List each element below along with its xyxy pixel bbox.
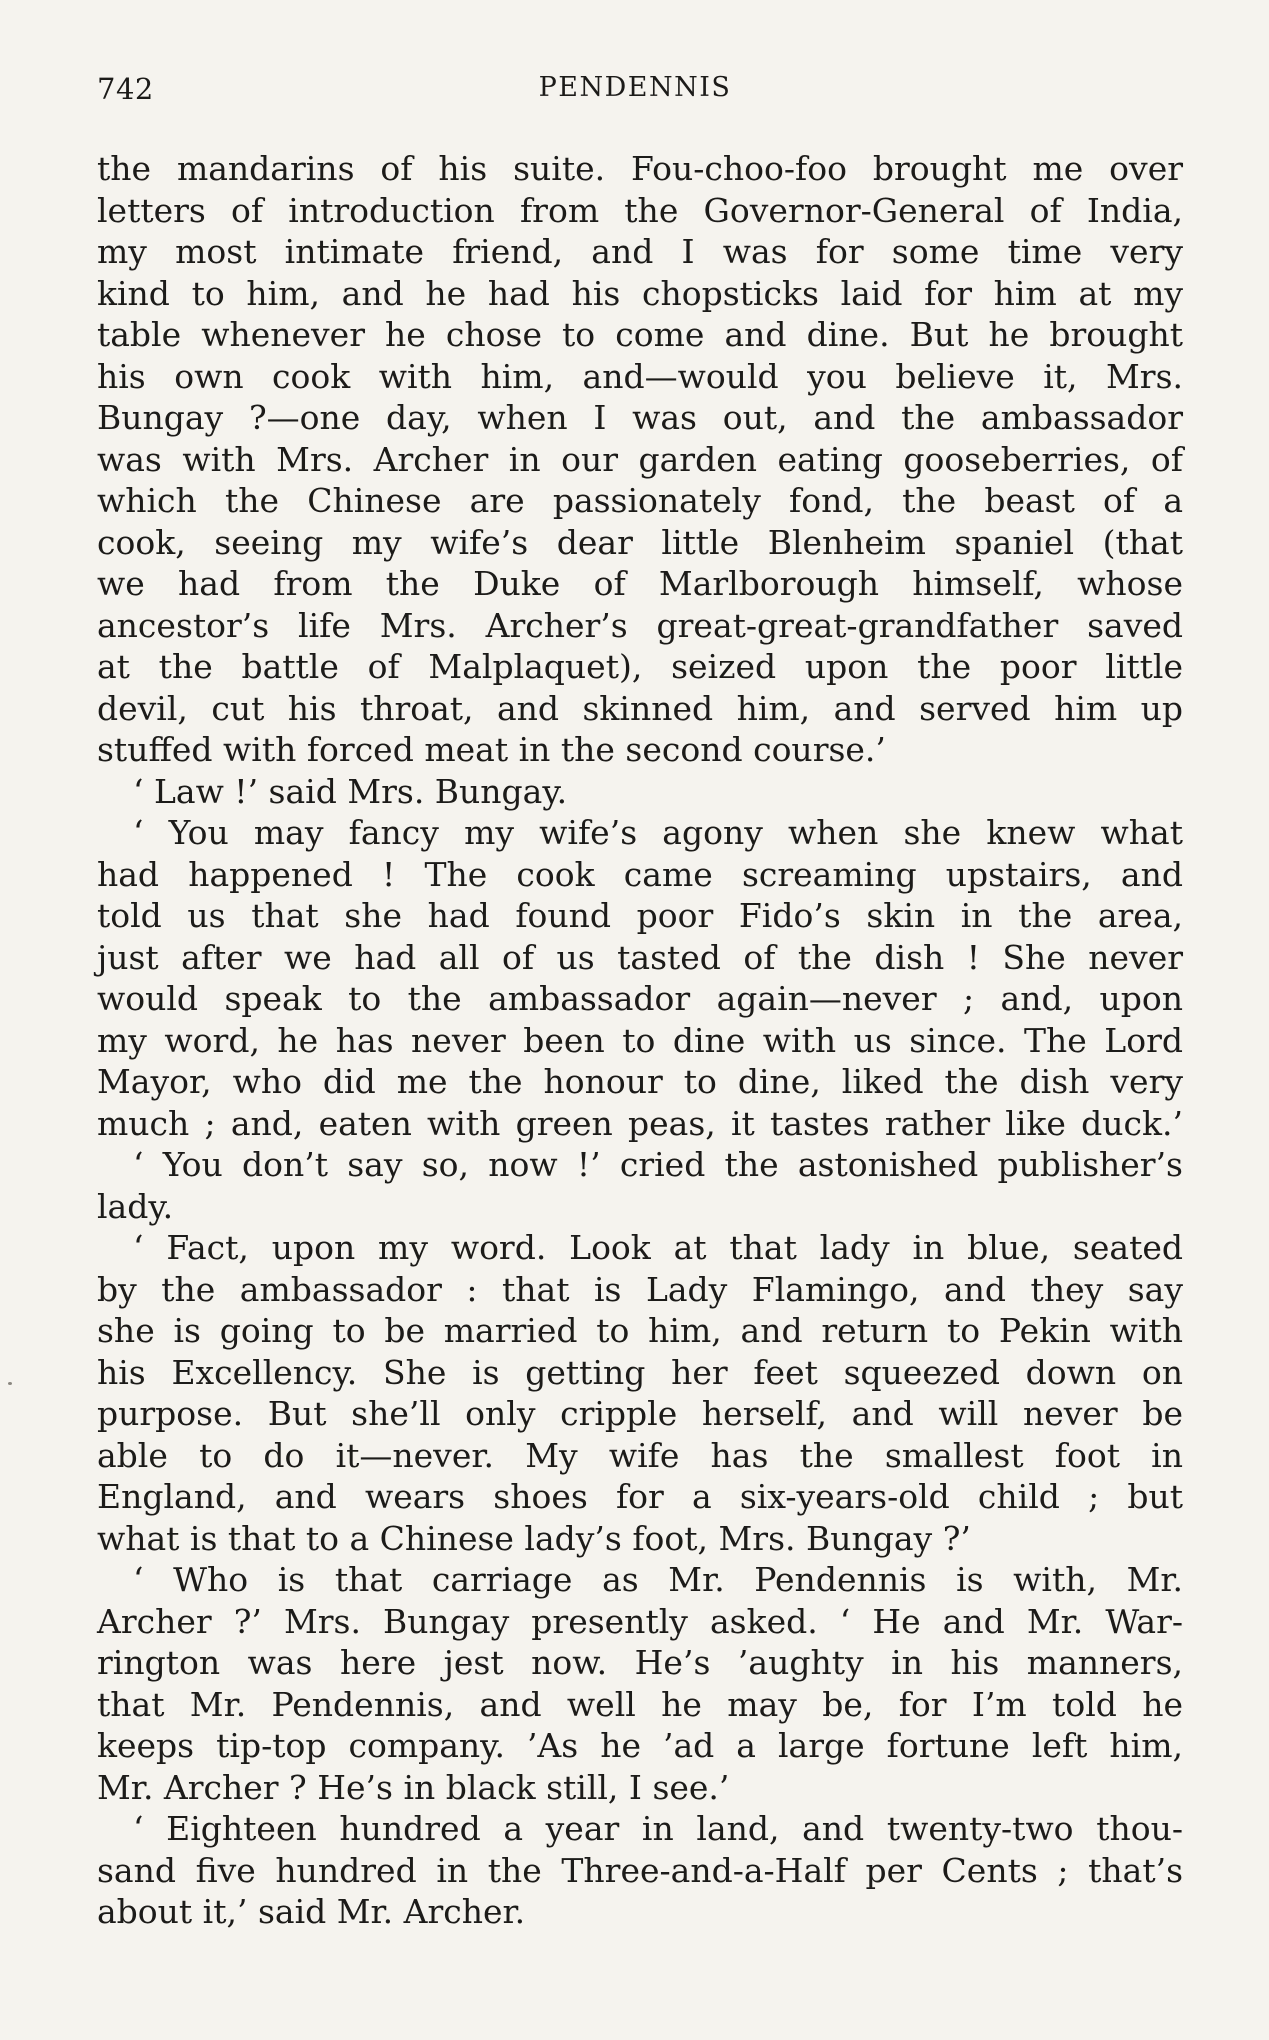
text-line: able to do it—never. My wife has the smallest foot in [97,1435,1183,1475]
text-line: ‘ Eighteen hundred a year in land, and twenty-two thou- [133,1809,1183,1848]
page-header [97,72,1173,112]
page-number: 742 [97,72,154,106]
text-line: letters of introduction from the Governor-General of India, [97,190,1183,230]
text-line: just after we had all of us tasted of the dish ! She never [97,937,1183,977]
text-line: his own cook with him, and—would you believe it, Mrs. [97,356,1183,396]
text-line: kind to him, and he had his chopsticks laid for him at my [97,273,1183,313]
text-line: sand five hundred in the Three-and-a-Half per Cents ; that’s [97,1850,1183,1890]
text-line: rington was here jest now. He’s ’aughty in his manners, [97,1643,1183,1682]
text-line: purpose. But she’ll only cripple herself, and will never be [97,1394,1183,1433]
text-line: that Mr. Pendennis, and well he may be, for I’m told he [97,1684,1183,1724]
text-line: ancestor’s life Mrs. Archer’s great-great-grandfather saved [97,605,1183,645]
text-line: ‘ You don’t say so, now !’ cried the astonished publisher’s [133,1145,1183,1184]
text-line: was with Mrs. Archer in our garden eating gooseberries, of [97,439,1183,479]
text-line: Archer ?’ Mrs. Bungay presently asked. ‘ He and Mr. War- [97,1601,1183,1641]
text-line: what is that to a Chinese lady’s foot, Mrs. Bungay ?’ [97,1518,971,1558]
text-line: by the ambassador : that is Lady Flamingo, and they say [97,1269,1183,1309]
text-line: told us that she had found poor Fido’s skin in the area, [97,896,1183,935]
text-line: ‘ You may fancy my wife’s agony when she knew what [133,813,1183,852]
text-line: much ; and, eaten with green peas, it tastes rather like duck.’ [97,1103,1183,1143]
text-line: at the battle of Malplaquet), seized upon the poor little [97,647,1183,686]
text-line: which the Chinese are passionately fond, the beast of a [97,481,1183,520]
text-line: keeps tip-top company. ’As he ’ad a large fortune left him, [97,1726,1183,1765]
text-line: cook, seeing my wife’s dear little Blenheim spaniel (that [97,522,1183,562]
text-line: my word, he has never been to dine with us since. The Lord [97,1020,1183,1060]
text-line: Mr. Archer ? He’s in black still, I see.’ [97,1767,730,1807]
text-line: the mandarins of his suite. Fou-choo-foo brought me over [97,149,1183,188]
text-line: Bungay ?—one day, when I was out, and the ambassador [97,398,1183,437]
text-line: my most intimate friend, and I was for some time very [97,232,1183,271]
text-line: table whenever he chose to come and dine. But he brought [97,315,1183,354]
text-line: Mayor, who did me the honour to dine, liked the dish very [97,1062,1183,1101]
text-line: devil, cut his throat, and skinned him, and served him up [97,688,1183,728]
text-line: his Excellency. She is getting her feet squeezed down on [97,1352,1183,1392]
running-head: PENDENNIS [538,72,732,103]
text-line: had happened ! The cook came screaming upstairs, and [97,854,1183,894]
text-line: ‘ Who is that carriage as Mr. Pendennis is with, Mr. [133,1560,1183,1599]
text-line: England, and wears shoes for a six-years-old child ; but [97,1477,1183,1516]
text-line: lady. [97,1186,174,1226]
text-line: would speak to the ambassador again—never ; and, upon [97,979,1183,1018]
text-line: ‘ Law !’ said Mrs. Bungay. [133,771,568,811]
body-text [97,148,1183,1933]
text-line: we had from the Duke of Marlborough himself, whose [97,564,1183,603]
text-line: ‘ Fact, upon my word. Look at that lady in blue, seated [133,1228,1183,1267]
text-line: she is going to be married to him, and return to Pekin with [97,1311,1183,1350]
paper-speck [8,1382,12,1385]
text-line: about it,’ said Mr. Archer. [97,1892,526,1931]
text-line: stuffed with forced meat in the second course.’ [97,730,886,769]
